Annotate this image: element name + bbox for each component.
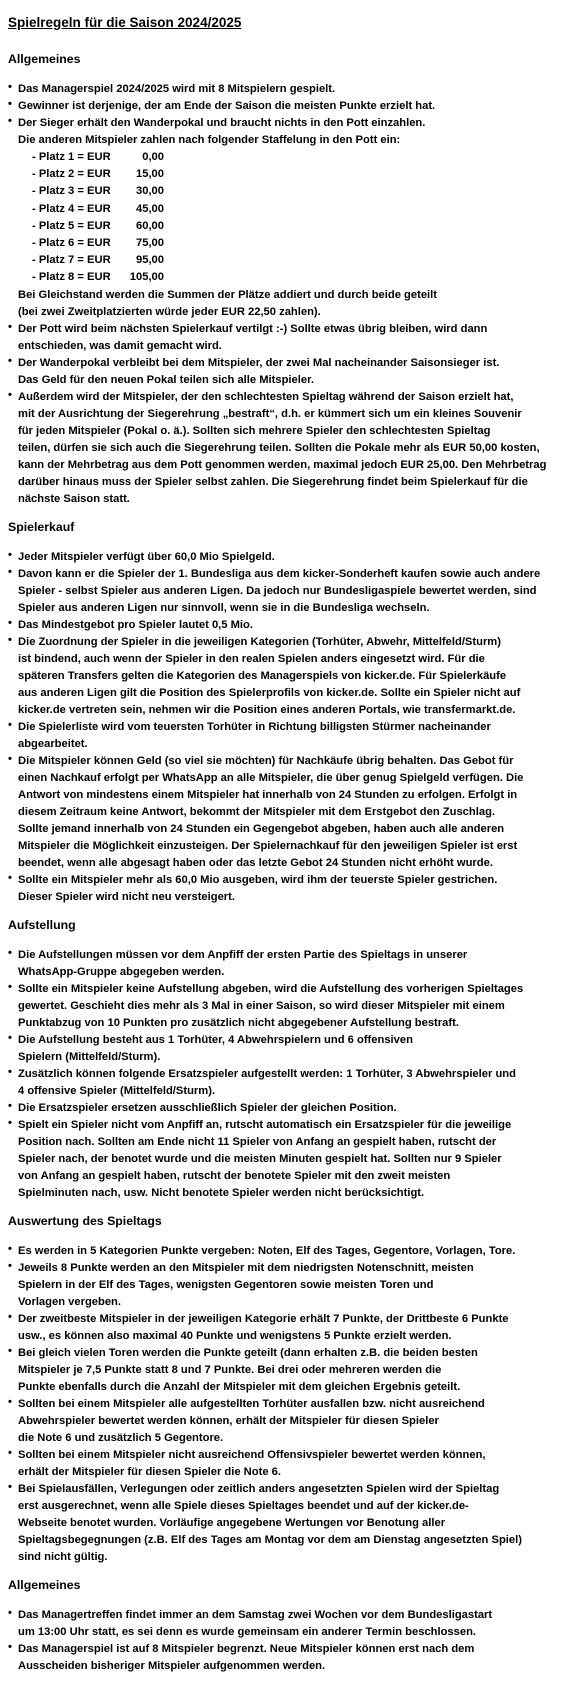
bullet-item xyxy=(8,872,560,906)
text-line: Vorlagen vergeben. xyxy=(18,1295,121,1308)
text-line: Die anderen Mitspieler zahlen nach folgender Staffelung in den Pott ein: xyxy=(18,134,401,146)
sections-container xyxy=(8,50,560,1675)
text-line: Spielern (Mittelfeld/Sturm). xyxy=(18,1050,161,1063)
text-line: • Der Pott wird beim nächsten Spielerkauf vertilgt :-) Sollte etwas übrig bleiben, wird dann xyxy=(18,322,488,335)
text-line: späteren Transfers gelten die Kategorien des Managerspiels von kicker.de. Für Spielerkäufe xyxy=(18,669,507,682)
section-3 xyxy=(8,916,560,1202)
text-line: Spieler - selbst Spieler aus anderen Ligen. Da jedoch nur Bundesligaspiele bewertet werden, sind xyxy=(18,584,537,597)
bullet-item xyxy=(8,1607,560,1641)
text-line: Ausscheiden bisheriger Mitspieler aufgenommen werden. xyxy=(18,1659,326,1672)
text-line: teilen, dürfen sie sich auch die Siegerehrung teilen. Sollten die Pokale mehr als EUR 50,00 kosten, xyxy=(18,441,540,454)
text-line: nächste Saison statt. xyxy=(18,492,130,505)
text-line: kicker.de vertreten sein, nehmen wir die Position eines anderen Portals, wie transfermarkt.de. xyxy=(18,703,516,716)
text-line: • Das Managerspiel 2024/2025 wird mit 8 Mitspielern gespielt. xyxy=(18,83,336,95)
bullet-item xyxy=(8,1100,560,1117)
payment-place: - Platz 3 = EUR xyxy=(32,185,111,198)
payment-amount: 95,00 xyxy=(136,254,164,267)
text-line: aus anderen Ligen gilt die Position des Spielerprofils von kicker.de. Sollte ein Spieler nicht auf xyxy=(18,686,521,699)
section-1 xyxy=(8,50,560,508)
text-line: (bei zwei Zweitplatzierten würde jeder EUR 22,50 zahlen). xyxy=(18,305,321,318)
bullet-item xyxy=(8,1260,560,1311)
text-line: Punkte ebenfalls durch die Anzahl der Mitspieler mit dem gleichen Ergebnis geteilt. xyxy=(18,1380,461,1393)
text-line: • Jeweils 8 Punkte werden an den Mitspieler mit dem niedrigsten Notenschnitt, meisten xyxy=(18,1261,474,1274)
payment-row xyxy=(32,235,560,252)
text-line: • Zusätzlich können folgende Ersatzspieler aufgestellt werden: 1 Torhüter, 3 Abwehrspieler und xyxy=(18,1067,516,1080)
text-line: • Die Aufstellung besteht aus 1 Torhüter, 4 Abwehrspielern und 6 offensiven xyxy=(18,1033,413,1046)
payment-place: - Platz 5 = EUR xyxy=(32,219,111,232)
text-line: • Es werden in 5 Kategorien Punkte vergeben: Noten, Elf des Tages, Gegentore, Vorlagen, Tore. xyxy=(18,1244,516,1257)
text-line: • Die Spielerliste wird vom teuersten Torhüter in Richtung billigsten Stürmer nacheinander xyxy=(18,720,491,733)
section-heading: Allgemeines xyxy=(8,1577,81,1592)
payment-table xyxy=(32,149,560,287)
text-line: von Anfang an gespielt haben, rutscht der benotete Spieler mit den zweit meisten xyxy=(18,1169,451,1182)
bullet-item xyxy=(8,1447,560,1481)
payment-row xyxy=(32,149,560,166)
text-line: entschieden, was damit gemacht wird. xyxy=(18,339,222,352)
text-line: Sollte jemand innerhalb von 24 Stunden ein Gegengebot abgeben, haben auch alle anderen xyxy=(18,822,505,835)
payment-place: - Platz 1 = EUR xyxy=(32,151,111,163)
bullet-item xyxy=(8,355,560,389)
text-line: • Die Aufstellungen müssen vor dem Anpfiff der ersten Partie des Spieltags in unserer xyxy=(18,948,468,961)
payment-row xyxy=(32,218,560,235)
text-line: Webseite benotet wurden. Vorläufige angegebene Wertungen vor Benotung aller xyxy=(18,1516,446,1529)
section-heading: Auswertung des Spieltags xyxy=(8,1213,162,1228)
text-line: Bei Gleichstand werden die Summen der Plätze addiert und durch beide geteilt xyxy=(18,288,437,301)
bullet-item xyxy=(8,1345,560,1396)
bullet-item xyxy=(8,1641,560,1675)
text-line: erst ausgerechnet, wenn alle Spiele dieses Spieltages beendet und auf der kicker.de- xyxy=(18,1499,469,1512)
text-line: Position nach. Sollten am Ende nicht 11 Spieler von Anfang an gespielt haben, rutscht der xyxy=(18,1135,497,1148)
text-line: Abwehrspieler bewertet werden können, erhält der Mitspieler für diesen Spieler xyxy=(18,1414,439,1427)
text-line: • Spielt ein Spieler nicht vom Anpfiff an, rutscht automatisch ein Ersatzspieler für die jeweilige xyxy=(18,1118,512,1131)
payment-row xyxy=(32,183,560,200)
bullet-item xyxy=(8,1481,560,1566)
payment-amount: 60,00 xyxy=(136,219,164,232)
payment-amount: 0,00 xyxy=(142,151,164,163)
document-title: Spielregeln für die Saison 2024/2025 xyxy=(8,15,242,30)
payment-row xyxy=(32,252,560,269)
payment-amount: 105,00 xyxy=(129,271,164,284)
text-line: • Sollten bei einem Mitspieler nicht ausreichend Offensivspieler bewertet werden können, xyxy=(18,1448,486,1461)
bullet-item xyxy=(8,617,560,634)
text-line: einen Nachkauf erfolgt per WhatsApp an alle Mitspieler, die über genug Spielgeld verfügen. Die xyxy=(18,771,524,784)
text-line: • Bei gleich vielen Toren werden die Punkte geteilt (dann erhalten z.B. die beiden besten xyxy=(18,1346,478,1359)
text-line: Dieser Spieler wird nicht neu versteigert. xyxy=(18,890,235,903)
bullet-item xyxy=(8,115,560,321)
text-line: • Der Wanderpokal verbleibt bei dem Mitspieler, der zwei Mal nacheinander Saisonsieger ist. xyxy=(18,356,500,369)
bullet-item xyxy=(8,634,560,719)
bullet-item xyxy=(8,81,560,98)
bullet-list xyxy=(8,1607,560,1675)
text-line: kann der Mehrbetrag aus dem Pott genommen werden, maximal jedoch EUR 25,00. Den Mehrbetrag xyxy=(18,458,547,471)
payment-amount: 75,00 xyxy=(136,237,164,250)
text-line: 4 offensive Spieler (Mittelfeld/Sturm). xyxy=(18,1084,216,1097)
text-line: • Gewinner ist derjenige, der am Ende der Saison die meisten Punkte erzielt hat. xyxy=(18,100,436,112)
bullet-item xyxy=(8,1032,560,1066)
bullet-item xyxy=(8,389,560,508)
text-line: • Das Managertreffen findet immer an dem Samstag zwei Wochen vor dem Bundesligastart xyxy=(18,1608,493,1621)
text-line: sind nicht gültig. xyxy=(18,1550,108,1563)
text-line: • Sollte ein Mitspieler keine Aufstellung abgeben, wird die Aufstellung des vorherigen Spieltages xyxy=(18,982,524,995)
text-line: für jeden Mitspieler (Pokal o. ä.). Sollten sich mehrere Spieler den schlechtesten Spieltag xyxy=(18,424,491,437)
section-heading: Allgemeines xyxy=(8,52,81,66)
text-line: Mitspieler je 7,5 Punkte statt 8 und 7 Punkte. Bei drei oder mehreren werden die xyxy=(18,1363,442,1376)
text-line: • Die Zuordnung der Spieler in die jeweiligen Kategorien (Torhüter, Abwehr, Mittelfeld/Sturm) xyxy=(18,635,501,648)
bullet-list xyxy=(8,549,560,906)
bullet-item xyxy=(8,1396,560,1447)
text-line: erhält der Mitspieler für diesen Spieler die Note 6. xyxy=(18,1465,281,1478)
payment-row xyxy=(32,269,560,286)
payment-place: - Platz 7 = EUR xyxy=(32,254,111,267)
text-line: • Jeder Mitspieler verfügt über 60,0 Mio Spielgeld. xyxy=(18,550,275,563)
text-line: abgearbeitet. xyxy=(18,737,88,750)
section-heading: Spielerkauf xyxy=(8,519,75,534)
payment-amount: 15,00 xyxy=(136,168,164,181)
text-line: WhatsApp-Gruppe abgegeben werden. xyxy=(18,965,225,978)
text-line: • Der zweitbeste Mitspieler in der jeweiligen Kategorie erhält 7 Punkte, der Drittbeste 6 Punkte xyxy=(18,1312,509,1325)
bullet-item xyxy=(8,1311,560,1345)
bullet-item xyxy=(8,549,560,566)
text-line: • Das Mindestgebot pro Spieler lautet 0,5 Mio. xyxy=(18,618,253,631)
text-line: • Sollten bei einem Mitspieler alle aufgestellten Torhüter ausfallen bzw. nicht ausreichend xyxy=(18,1397,485,1410)
payment-place: - Platz 2 = EUR xyxy=(32,168,111,181)
bullet-list xyxy=(8,81,560,508)
text-line: • Bei Spielausfällen, Verlegungen oder zeitlich anders angesetzten Spielen wird der Spieltag xyxy=(18,1482,500,1495)
text-line: • Die Ersatzspieler ersetzen ausschließlich Spieler der gleichen Position. xyxy=(18,1101,397,1114)
bullet-item xyxy=(8,947,560,981)
bullet-item xyxy=(8,98,560,115)
text-line: • Der Sieger erhält den Wanderpokal und braucht nichts in den Pott einzahlen. xyxy=(18,117,426,129)
text-line: beendet, wenn alle abgesagt haben oder das letzte Gebot 24 Stunden nicht erhöht wurde. xyxy=(18,856,493,869)
text-line: • Das Managerspiel ist auf 8 Mitspieler begrenzt. Neue Mitspieler können erst nach dem xyxy=(18,1642,475,1655)
text-line: die Note 6 und zusätzlich 5 Gegentore. xyxy=(18,1431,224,1444)
bullet-item xyxy=(8,1117,560,1202)
payment-row xyxy=(32,201,560,218)
text-line: • Sollte ein Mitspieler mehr als 60,0 Mio ausgeben, wird ihm der teuerste Spieler gestrichen. xyxy=(18,873,498,886)
text-line: um 13:00 Uhr statt, es sei denn es wurde gemeinsam ein anderer Termin beschlossen. xyxy=(18,1625,477,1638)
text-line: darüber hinaus muss der Spieler selbst zahlen. Die Siegerehrung findet beim Spielerkauf für die xyxy=(18,475,528,488)
text-line: Spielminuten nach, usw. Nicht benotete Spieler werden nicht berücksichtigt. xyxy=(18,1186,425,1199)
text-line: Mitspieler die Möglichkeit einzusteigen. Der Spielernachkauf für den jeweiligen Spieler ist erst xyxy=(18,839,518,852)
text-line: • Außerdem wird der Mitspieler, der den schlechtesten Spieltag während der Saison erzielt hat, xyxy=(18,390,514,403)
payment-amount: 30,00 xyxy=(136,185,164,198)
bullet-list xyxy=(8,1243,560,1566)
payment-row xyxy=(32,166,560,183)
text-line: Spieltagsbegegnungen (z.B. Elf des Tages am Montag vor dem am Dienstag angesetzten Spiel) xyxy=(18,1533,522,1546)
bullet-item xyxy=(8,719,560,753)
bullet-item xyxy=(8,753,560,872)
text-line: mit der Ausrichtung der Siegerehrung „bestraft“, d.h. er kümmert sich um ein kleines Souvenir xyxy=(18,407,522,420)
bullet-list xyxy=(8,947,560,1202)
payment-place: - Platz 8 = EUR xyxy=(32,271,111,284)
bullet-item xyxy=(8,1243,560,1260)
section-heading: Aufstellung xyxy=(8,917,76,932)
text-line: Spieler aus anderen Ligen nur sinnvoll, wenn sie in die Bundesliga wechseln. xyxy=(18,601,430,614)
section-2 xyxy=(8,518,560,906)
payment-place: - Platz 4 = EUR xyxy=(32,202,111,215)
text-line: Punktabzug von 10 Punkten pro zusätzlich nicht abgegebener Aufstellung bestraft. xyxy=(18,1016,459,1029)
text-line: • Davon kann er die Spieler der 1. Bundesliga aus dem kicker-Sonderheft kaufen sowie auch andere xyxy=(18,567,541,580)
bullet-item xyxy=(8,981,560,1032)
section-4 xyxy=(8,1212,560,1566)
text-line: • Die Mitspieler können Geld (so viel sie möchten) für Nachkäufe übrig behalten. Das Gebot für xyxy=(18,754,514,767)
bullet-item xyxy=(8,566,560,617)
text-line: diesem Zeitraum keine Antwort, bekommt der Mitspieler mit dem Erstgebot den Zuschlag. xyxy=(18,805,496,818)
text-line: gewertet. Geschieht dies mehr als 3 Mal in einer Saison, so wird dieser Mitspieler mit einem xyxy=(18,999,505,1012)
payment-amount: 45,00 xyxy=(136,202,164,215)
text-line: Spieler nach, der benotet wurde und die meisten Minuten gespielt hat. Sollten nur 9 Spieler xyxy=(18,1152,502,1165)
text-line: ist bindend, auch wenn der Spieler in den realen Spielen anders eingesetzt wird. Für die xyxy=(18,652,485,665)
bullet-item xyxy=(8,321,560,355)
text-line: Das Geld für den neuen Pokal teilen sich alle Mitspieler. xyxy=(18,373,314,386)
section-5 xyxy=(8,1576,560,1675)
payment-place: - Platz 6 = EUR xyxy=(32,237,111,250)
text-line: Antwort von mindestens einem Mitspieler hat innerhalb von 24 Stunden zu erfolgen. Erfolgt in xyxy=(18,788,518,801)
bullet-item xyxy=(8,1066,560,1100)
text-line: Spielern in der Elf des Tages, wenigsten Gegentoren sowie meisten Toren und xyxy=(18,1278,434,1291)
text-line: usw., es können also maximal 40 Punkte und wenigstens 5 Punkte erzielt werden. xyxy=(18,1329,452,1342)
